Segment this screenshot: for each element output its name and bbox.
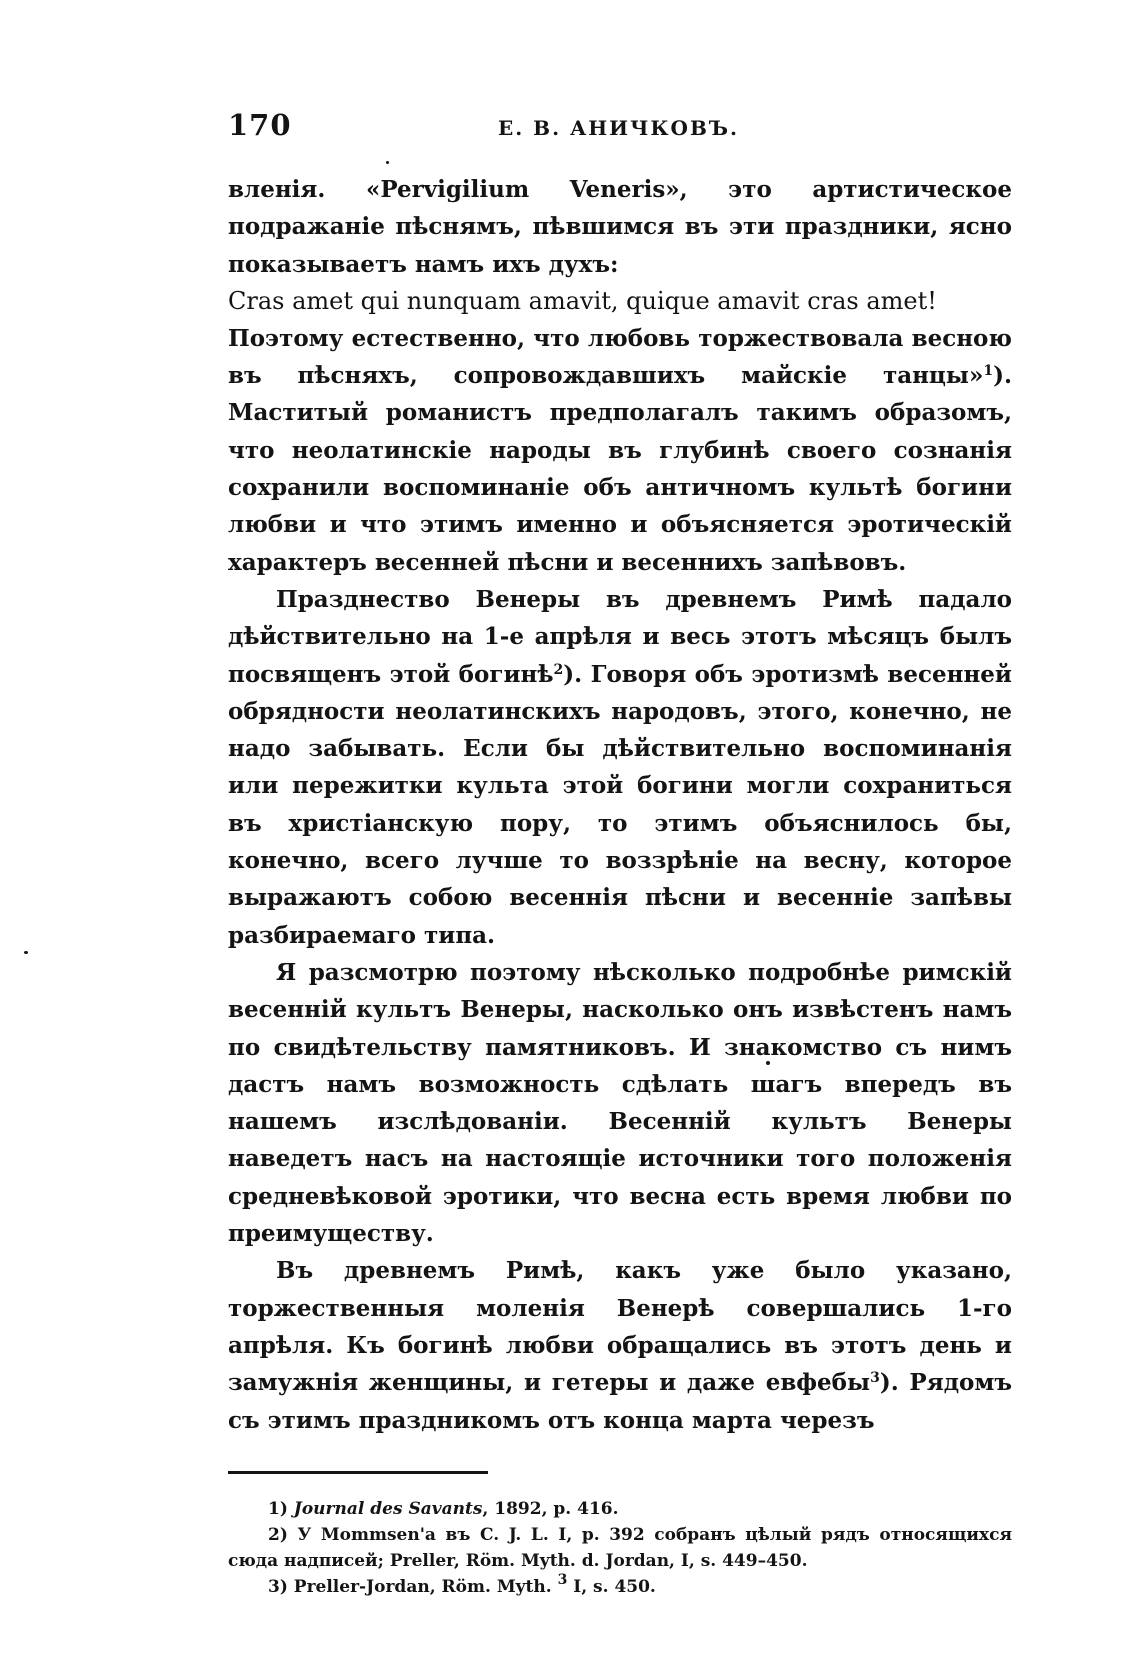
footnotes <box>228 1496 1012 1600</box>
footnote-marker: 2 <box>553 661 564 678</box>
paragraph <box>228 320 1012 581</box>
verse-text: Cras amet qui nunquam amavit, quique amavit cras amet! <box>228 286 937 315</box>
paragraph-text: Празднество Венеры въ древнемъ Римѣ падало дѣйствительно на 1-е апрѣля и весь этотъ мѣсяцъ былъ посвященъ этой богинѣ <box>228 585 1012 688</box>
paragraph <box>228 1252 1012 1438</box>
paragraph-text: Въ древнемъ Римѣ, какъ уже было указано, торжественныя моленія Венерѣ совершались 1-го апрѣля. Къ богинѣ любви обращались въ этотъ день и замужнія женщины, и гетеры и даже евфебы <box>228 1257 1012 1397</box>
footnote-text: , 1892, p. 416. <box>482 1498 619 1519</box>
body-text <box>228 171 1012 1439</box>
paragraph-text: ). Рядомъ съ этимъ праздникомъ отъ конца марта черезъ <box>228 1369 1013 1434</box>
scan-speck <box>386 161 389 164</box>
footnote-marker: 3 <box>870 1370 880 1387</box>
paragraph-text: Поэтому естественно, что любовь торжествовала весною въ пѣсняхъ, сопровождавшихъ майскіе танцы» <box>228 324 1012 390</box>
footnote <box>228 1496 1012 1522</box>
latin-verse <box>228 283 1012 320</box>
paragraph <box>228 171 1012 283</box>
footnote <box>228 1522 1012 1574</box>
paragraph-text: вленія. «Pervigilium Veneris», это артистическое подражаніе пѣснямъ, пѣвшимся въ эти праздники, ясно показываетъ намъ ихъ духъ: <box>228 176 1012 278</box>
footnote <box>228 1571 1012 1600</box>
footnote-text: У Mommsen'а въ C. J. L. I, p. 392 собранъ цѣлый рядъ относящихся сюда надписей; Preller, Röm. Myth. d. Jordan, I, s. 449–450. <box>228 1524 1013 1571</box>
scan-speck <box>24 951 28 954</box>
footnote-number: 1) <box>268 1498 288 1519</box>
footnote-title: Journal des Savants <box>293 1498 483 1519</box>
paragraph <box>228 581 1012 954</box>
footnote-number: 3) <box>268 1576 288 1597</box>
page-number: 170 <box>228 108 292 142</box>
paragraph-text: ). Говоря объ эротизмѣ весенней обрядности неолатинскихъ народовъ, этого, конечно, не надо забывать. Если бы дѣйствительно воспоминанія или пережитки культа этой богини могли сохраниться въ христіанскую пору, то этимъ объяснилось бы, конечно, всего лучше то воззрѣніе на весну, которое выражаютъ собою весеннія пѣсни и весенніе запѣвы разбираемаго типа. <box>228 660 1012 949</box>
footnote-marker: 1 <box>983 363 994 380</box>
paragraph-text: Я разсмотрю поэтому нѣсколько подробнѣе римскій весенній культъ Венеры, насколько онъ извѣстенъ намъ по свидѣтельству памятниковъ. И знакомство съ нимъ дастъ намъ возможность сдѣлать шагъ впередъ въ нашемъ изслѣдованіи. Весенній культъ Венеры наведетъ насъ на настоящіе источники того положенія средневѣковой эротики, что весна есть время любви по преимуществу. <box>228 958 1012 1248</box>
footnote-text: I, s. 450. <box>567 1576 656 1597</box>
paragraph-text: ). Маститый романистъ предполагалъ такимъ образомъ, что неолатинскіе народы въ глубинѣ своего сознанія сохранили воспоминаніе объ античномъ культѣ богини любви и что этимъ именно и объясняется эротическій характеръ весенней пѣсни и весеннихъ запѣвовъ. <box>228 362 1012 576</box>
paragraph <box>228 954 1012 1252</box>
footnote-number: 2) <box>268 1524 288 1545</box>
running-head: Е. В. АНИЧКОВЪ. <box>498 116 739 140</box>
footnote-divider <box>228 1471 488 1474</box>
book-page <box>228 108 1012 1648</box>
footnote-text: Preller-Jordan, Röm. Myth. <box>293 1576 552 1597</box>
page-header <box>228 108 1012 148</box>
scan-speck <box>766 1061 770 1065</box>
edition-marker: 3 <box>557 1571 568 1588</box>
